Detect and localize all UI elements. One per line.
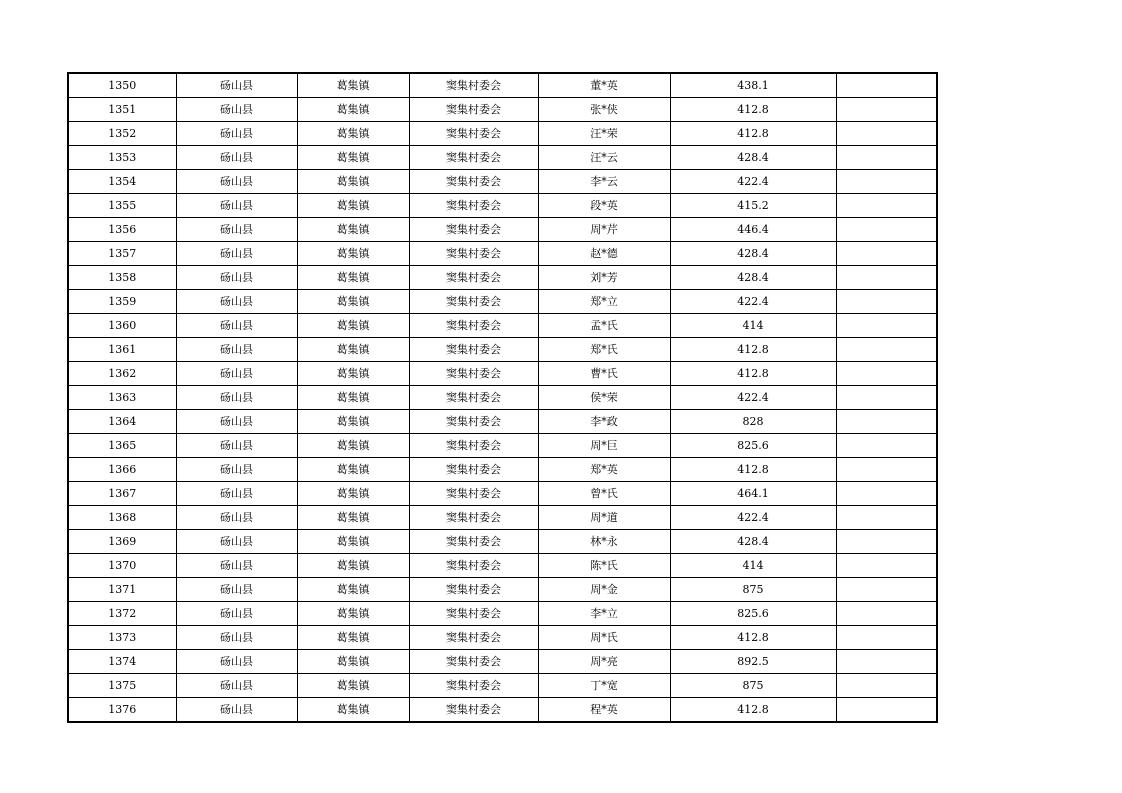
village-cell: 窦集村委会	[409, 410, 538, 434]
village-cell: 窦集村委会	[409, 242, 538, 266]
amount-cell: 414	[670, 554, 836, 578]
row-number-cell: 1368	[68, 506, 176, 530]
row-number-cell: 1358	[68, 266, 176, 290]
name-cell: 郑*氏	[538, 338, 670, 362]
row-number-cell: 1360	[68, 314, 176, 338]
remark-cell	[836, 458, 937, 482]
town-cell: 葛集镇	[297, 98, 409, 122]
amount-cell: 428.4	[670, 530, 836, 554]
amount-cell: 412.8	[670, 698, 836, 723]
name-cell: 周*氏	[538, 626, 670, 650]
table-row	[68, 338, 937, 362]
amount-cell: 825.6	[670, 434, 836, 458]
table-row	[68, 578, 937, 602]
amount-cell: 412.8	[670, 122, 836, 146]
row-number-cell: 1370	[68, 554, 176, 578]
amount-cell: 412.8	[670, 458, 836, 482]
amount-cell: 825.6	[670, 602, 836, 626]
name-cell: 段*英	[538, 194, 670, 218]
county-cell: 砀山县	[176, 146, 297, 170]
village-cell: 窦集村委会	[409, 578, 538, 602]
name-cell: 周*亮	[538, 650, 670, 674]
name-cell: 丁*宽	[538, 674, 670, 698]
county-cell: 砀山县	[176, 122, 297, 146]
row-number-cell: 1361	[68, 338, 176, 362]
county-cell: 砀山县	[176, 506, 297, 530]
name-cell: 陈*氏	[538, 554, 670, 578]
village-cell: 窦集村委会	[409, 434, 538, 458]
town-cell: 葛集镇	[297, 266, 409, 290]
name-cell: 周*金	[538, 578, 670, 602]
county-cell: 砀山县	[176, 650, 297, 674]
amount-cell: 446.4	[670, 218, 836, 242]
table-row	[68, 194, 937, 218]
village-cell: 窦集村委会	[409, 506, 538, 530]
table-row	[68, 650, 937, 674]
amount-cell: 422.4	[670, 506, 836, 530]
village-cell: 窦集村委会	[409, 674, 538, 698]
amount-cell: 464.1	[670, 482, 836, 506]
name-cell: 赵*德	[538, 242, 670, 266]
remark-cell	[836, 434, 937, 458]
name-cell: 程*英	[538, 698, 670, 723]
name-cell: 李*云	[538, 170, 670, 194]
remark-cell	[836, 242, 937, 266]
county-cell: 砀山县	[176, 170, 297, 194]
amount-cell: 422.4	[670, 290, 836, 314]
village-cell: 窦集村委会	[409, 98, 538, 122]
amount-cell: 412.8	[670, 362, 836, 386]
remark-cell	[836, 410, 937, 434]
row-number-cell: 1372	[68, 602, 176, 626]
town-cell: 葛集镇	[297, 146, 409, 170]
table-row	[68, 290, 937, 314]
remark-cell	[836, 554, 937, 578]
county-cell: 砀山县	[176, 290, 297, 314]
village-cell: 窦集村委会	[409, 698, 538, 723]
town-cell: 葛集镇	[297, 602, 409, 626]
row-number-cell: 1353	[68, 146, 176, 170]
town-cell: 葛集镇	[297, 482, 409, 506]
village-cell: 窦集村委会	[409, 482, 538, 506]
amount-cell: 415.2	[670, 194, 836, 218]
table-row	[68, 530, 937, 554]
village-cell: 窦集村委会	[409, 266, 538, 290]
table-row	[68, 626, 937, 650]
table-row	[68, 506, 937, 530]
town-cell: 葛集镇	[297, 434, 409, 458]
row-number-cell: 1354	[68, 170, 176, 194]
name-cell: 郑*立	[538, 290, 670, 314]
name-cell: 张*侠	[538, 98, 670, 122]
amount-cell: 438.1	[670, 73, 836, 98]
county-cell: 砀山县	[176, 530, 297, 554]
village-cell: 窦集村委会	[409, 386, 538, 410]
town-cell: 葛集镇	[297, 698, 409, 723]
village-cell: 窦集村委会	[409, 458, 538, 482]
amount-cell: 414	[670, 314, 836, 338]
row-number-cell: 1374	[68, 650, 176, 674]
row-number-cell: 1356	[68, 218, 176, 242]
table-row	[68, 266, 937, 290]
village-cell: 窦集村委会	[409, 218, 538, 242]
amount-cell: 428.4	[670, 146, 836, 170]
village-cell: 窦集村委会	[409, 602, 538, 626]
row-number-cell: 1364	[68, 410, 176, 434]
table-row	[68, 98, 937, 122]
name-cell: 刘*芳	[538, 266, 670, 290]
remark-cell	[836, 506, 937, 530]
remark-cell	[836, 218, 937, 242]
county-cell: 砀山县	[176, 482, 297, 506]
county-cell: 砀山县	[176, 698, 297, 723]
row-number-cell: 1371	[68, 578, 176, 602]
table-row	[68, 362, 937, 386]
row-number-cell: 1359	[68, 290, 176, 314]
name-cell: 周*芹	[538, 218, 670, 242]
name-cell: 孟*氏	[538, 314, 670, 338]
table-row	[68, 602, 937, 626]
town-cell: 葛集镇	[297, 674, 409, 698]
town-cell: 葛集镇	[297, 626, 409, 650]
amount-cell: 428.4	[670, 242, 836, 266]
remark-cell	[836, 650, 937, 674]
table-row	[68, 73, 937, 98]
table-row	[68, 242, 937, 266]
town-cell: 葛集镇	[297, 530, 409, 554]
town-cell: 葛集镇	[297, 73, 409, 98]
remark-cell	[836, 530, 937, 554]
town-cell: 葛集镇	[297, 338, 409, 362]
remark-cell	[836, 146, 937, 170]
row-number-cell: 1369	[68, 530, 176, 554]
village-cell: 窦集村委会	[409, 122, 538, 146]
remark-cell	[836, 290, 937, 314]
town-cell: 葛集镇	[297, 194, 409, 218]
county-cell: 砀山县	[176, 578, 297, 602]
row-number-cell: 1357	[68, 242, 176, 266]
amount-cell: 412.8	[670, 338, 836, 362]
remark-cell	[836, 338, 937, 362]
town-cell: 葛集镇	[297, 578, 409, 602]
amount-cell: 412.8	[670, 626, 836, 650]
village-cell: 窦集村委会	[409, 362, 538, 386]
name-cell: 周*巨	[538, 434, 670, 458]
remark-cell	[836, 98, 937, 122]
county-cell: 砀山县	[176, 458, 297, 482]
remark-cell	[836, 362, 937, 386]
amount-cell: 422.4	[670, 170, 836, 194]
amount-cell: 428.4	[670, 266, 836, 290]
town-cell: 葛集镇	[297, 218, 409, 242]
name-cell: 汪*云	[538, 146, 670, 170]
table-row	[68, 410, 937, 434]
county-cell: 砀山县	[176, 314, 297, 338]
village-cell: 窦集村委会	[409, 73, 538, 98]
row-number-cell: 1363	[68, 386, 176, 410]
town-cell: 葛集镇	[297, 386, 409, 410]
name-cell: 曹*氏	[538, 362, 670, 386]
amount-cell: 875	[670, 578, 836, 602]
table-row	[68, 122, 937, 146]
remark-cell	[836, 698, 937, 723]
town-cell: 葛集镇	[297, 170, 409, 194]
table-row	[68, 434, 937, 458]
county-cell: 砀山县	[176, 218, 297, 242]
county-cell: 砀山县	[176, 194, 297, 218]
data-table	[67, 72, 938, 723]
row-number-cell: 1373	[68, 626, 176, 650]
county-cell: 砀山县	[176, 73, 297, 98]
remark-cell	[836, 626, 937, 650]
village-cell: 窦集村委会	[409, 530, 538, 554]
town-cell: 葛集镇	[297, 362, 409, 386]
table-row	[68, 674, 937, 698]
row-number-cell: 1352	[68, 122, 176, 146]
remark-cell	[836, 314, 937, 338]
name-cell: 李*政	[538, 410, 670, 434]
table-row	[68, 386, 937, 410]
table-row	[68, 170, 937, 194]
town-cell: 葛集镇	[297, 410, 409, 434]
village-cell: 窦集村委会	[409, 170, 538, 194]
village-cell: 窦集村委会	[409, 146, 538, 170]
name-cell: 郑*英	[538, 458, 670, 482]
name-cell: 汪*荣	[538, 122, 670, 146]
table-row	[68, 554, 937, 578]
row-number-cell: 1366	[68, 458, 176, 482]
remark-cell	[836, 194, 937, 218]
county-cell: 砀山县	[176, 626, 297, 650]
row-number-cell: 1376	[68, 698, 176, 723]
table-row	[68, 458, 937, 482]
remark-cell	[836, 122, 937, 146]
name-cell: 李*立	[538, 602, 670, 626]
village-cell: 窦集村委会	[409, 650, 538, 674]
remark-cell	[836, 170, 937, 194]
village-cell: 窦集村委会	[409, 290, 538, 314]
county-cell: 砀山县	[176, 554, 297, 578]
town-cell: 葛集镇	[297, 314, 409, 338]
remark-cell	[836, 386, 937, 410]
town-cell: 葛集镇	[297, 242, 409, 266]
county-cell: 砀山县	[176, 362, 297, 386]
name-cell: 林*永	[538, 530, 670, 554]
amount-cell: 875	[670, 674, 836, 698]
table-row	[68, 482, 937, 506]
town-cell: 葛集镇	[297, 554, 409, 578]
county-cell: 砀山县	[176, 602, 297, 626]
row-number-cell: 1350	[68, 73, 176, 98]
village-cell: 窦集村委会	[409, 626, 538, 650]
name-cell: 曾*氏	[538, 482, 670, 506]
county-cell: 砀山县	[176, 410, 297, 434]
town-cell: 葛集镇	[297, 290, 409, 314]
village-cell: 窦集村委会	[409, 194, 538, 218]
row-number-cell: 1362	[68, 362, 176, 386]
county-cell: 砀山县	[176, 674, 297, 698]
name-cell: 侯*荣	[538, 386, 670, 410]
row-number-cell: 1365	[68, 434, 176, 458]
remark-cell	[836, 602, 937, 626]
county-cell: 砀山县	[176, 242, 297, 266]
remark-cell	[836, 482, 937, 506]
amount-cell: 412.8	[670, 98, 836, 122]
county-cell: 砀山县	[176, 98, 297, 122]
town-cell: 葛集镇	[297, 122, 409, 146]
row-number-cell: 1355	[68, 194, 176, 218]
table-row	[68, 698, 937, 723]
amount-cell: 892.5	[670, 650, 836, 674]
town-cell: 葛集镇	[297, 458, 409, 482]
village-cell: 窦集村委会	[409, 338, 538, 362]
table-row	[68, 314, 937, 338]
remark-cell	[836, 73, 937, 98]
county-cell: 砀山县	[176, 338, 297, 362]
name-cell: 周*道	[538, 506, 670, 530]
name-cell: 董*英	[538, 73, 670, 98]
village-cell: 窦集村委会	[409, 554, 538, 578]
county-cell: 砀山县	[176, 386, 297, 410]
table-row	[68, 146, 937, 170]
remark-cell	[836, 674, 937, 698]
row-number-cell: 1367	[68, 482, 176, 506]
row-number-cell: 1351	[68, 98, 176, 122]
town-cell: 葛集镇	[297, 650, 409, 674]
table-body	[68, 73, 937, 722]
amount-cell: 828	[670, 410, 836, 434]
row-number-cell: 1375	[68, 674, 176, 698]
town-cell: 葛集镇	[297, 506, 409, 530]
table-row	[68, 218, 937, 242]
remark-cell	[836, 578, 937, 602]
county-cell: 砀山县	[176, 434, 297, 458]
remark-cell	[836, 266, 937, 290]
county-cell: 砀山县	[176, 266, 297, 290]
amount-cell: 422.4	[670, 386, 836, 410]
village-cell: 窦集村委会	[409, 314, 538, 338]
